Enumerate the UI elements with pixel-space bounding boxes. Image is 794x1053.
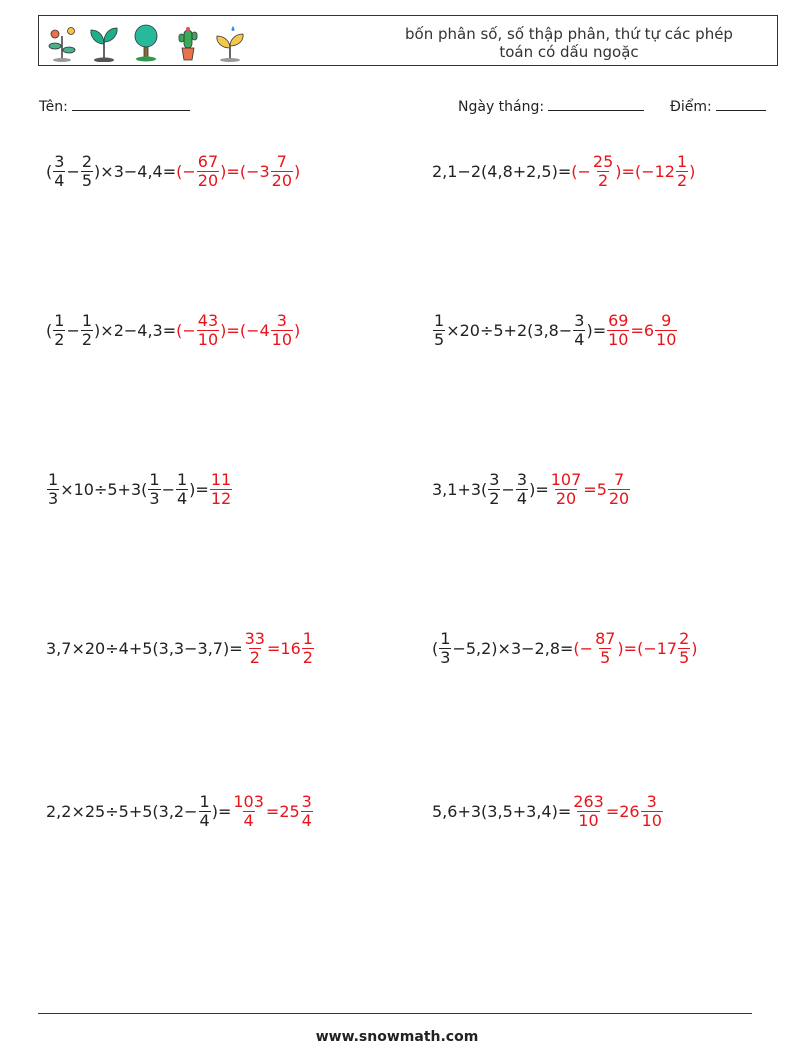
date-blank[interactable]: [548, 96, 644, 111]
problem-3: ( $\frac{1}{2}$ − $\frac{1}{2}$ ) × 2 − 4,3 = ( − $\frac{43}{10}$ ) = ( − 4 $\frac{3}{10}$ ): [46, 310, 301, 349]
problem-9: 2,2 × 25 ÷ 5 + 5 ( 3,2 − $\frac{1}{4}$ ) = $\frac{103}{4}$ = 25 $\frac{3}{4}$: [46, 791, 312, 830]
number: 3: [113, 161, 124, 181]
tree-icon: [129, 22, 163, 62]
equals: =: [560, 638, 574, 658]
title-line-1: bốn phân số, số thập phân, thứ tự các phép: [405, 25, 733, 43]
answer: $\frac{69}{10}$ = 6 $\frac{9}{10}$: [608, 310, 677, 349]
answer: $\frac{11}{12}$: [210, 469, 232, 508]
problem-4: $\frac{1}{5}$ × 20 ÷ 5 + 2 ( 3,8 − $\frac{3}{4}$ ) = $\frac{69}{10}$ = 6 $\frac{9}{10}$: [434, 310, 677, 349]
fraction: $\frac{3}{4}$: [54, 151, 65, 190]
cactus-icon: [171, 22, 205, 62]
footer-divider: [38, 1013, 752, 1014]
fraction: $\frac{2}{5}$: [81, 151, 93, 190]
equals: =: [162, 161, 177, 181]
worksheet-header: [38, 15, 778, 66]
number: 4,4: [137, 161, 163, 181]
operator: −: [457, 161, 471, 181]
problem-5: $\frac{1}{3}$ × 10 ÷ 5 + 3 ( $\frac{1}{3}$ − $\frac{1}{4}$ ) = $\frac{11}{12}$: [48, 469, 232, 508]
fraction: $\frac{3}{4}$: [574, 310, 585, 349]
problem-1: [46, 143, 300, 199]
fraction: $\frac{3}{4}$: [516, 469, 528, 508]
equals: =: [535, 479, 549, 499]
paren: ): [94, 161, 101, 181]
score-label: Điểm:: [670, 99, 712, 115]
fraction: $\frac{1}{3}$: [48, 469, 59, 508]
problem-8: ( $\frac{1}{3}$ − 5,2 ) × 3 − 2,8 = ( − $\frac{87}{5}$ ) = ( − 17 $\frac{2}{5}$ ): [432, 628, 698, 667]
equals: =: [195, 479, 209, 499]
operator: ×: [100, 161, 114, 181]
fraction: $\frac{1}{5}$: [434, 310, 445, 349]
fraction: $\frac{1}{3}$: [440, 628, 451, 667]
equals: =: [557, 801, 572, 821]
name-blank[interactable]: [72, 96, 190, 111]
footer-site[interactable]: www.snowmath.com: [315, 1029, 479, 1045]
answer: $\frac{263}{10}$ = 26 $\frac{3}{10}$: [573, 791, 662, 830]
score-blank[interactable]: [716, 96, 766, 111]
name-field: [39, 96, 190, 115]
worksheet-title: [379, 25, 759, 61]
date-field: [458, 96, 644, 115]
equals: =: [229, 638, 243, 658]
problem-10: 5,6 + 3 ( 3,5 + 3,4 ) = $\frac{263}{10}$ = 26 $\frac{3}{10}$: [432, 791, 662, 830]
flower-icon: [45, 22, 79, 62]
problem-7: 3,7 × 20 ÷ 4 + 5 ( 3,3 − 3,7 ) = $\frac{33}{2}$ = 16 $\frac{1}{2}$: [46, 628, 313, 667]
answer: $\frac{103}{4}$ = 25 $\frac{3}{4}$: [233, 791, 312, 830]
title-line-2: toán có dấu ngoặc: [499, 43, 639, 61]
watering-plant-icon: [213, 22, 247, 62]
problem-6: 3,1 + 3 ( $\frac{3}{2}$ − $\frac{3}{4}$ ) = $\frac{107}{20}$ = 5 $\frac{7}{20}$: [432, 469, 630, 508]
number: 2: [470, 161, 482, 181]
fraction: $\frac{1}{2}$: [81, 310, 93, 349]
fraction: $\frac{1}{4}$: [176, 469, 188, 508]
paren: (: [46, 161, 53, 181]
header-icons: [45, 20, 247, 64]
answer: $\frac{107}{20}$ = 5 $\frac{7}{20}$: [550, 469, 630, 508]
date-label: Ngày tháng:: [458, 99, 545, 115]
number: 2,1: [432, 161, 458, 181]
answer: ( − $\frac{67}{20}$ ) = ( − 3 $\frac{7}{20}$ ): [176, 151, 301, 190]
equals: =: [557, 161, 572, 181]
sprout-icon: [87, 22, 121, 62]
fraction: $\frac{1}{2}$: [54, 310, 65, 349]
problem-2: 2,1 − 2 ( 4,8 + 2,5 ) = ( − $\frac{25}{2}$ ) = ( − 12 $\frac{1}{2}$ ): [432, 151, 696, 190]
fraction: $\frac{1}{4}$: [199, 791, 210, 830]
score-field: [670, 96, 766, 115]
equals: =: [162, 320, 177, 340]
equals: =: [217, 801, 232, 821]
answer: ( − $\frac{43}{10}$ ) = ( − 4 $\frac{3}{10}$ ): [176, 310, 301, 349]
operator: −: [123, 161, 138, 181]
fraction: $\frac{3}{2}$: [489, 469, 500, 508]
operator: −: [66, 161, 80, 181]
answer: ( − $\frac{25}{2}$ ) = ( − 12 $\frac{1}{2}$ ): [571, 151, 696, 190]
fraction: $\frac{1}{3}$: [149, 469, 160, 508]
answer: ( − $\frac{87}{5}$ ) = ( − 17 $\frac{2}{5}$ ): [573, 628, 698, 667]
answer: $\frac{33}{2}$ = 16 $\frac{1}{2}$: [244, 628, 313, 667]
equals: =: [592, 320, 607, 340]
name-label: Tên:: [39, 99, 68, 115]
